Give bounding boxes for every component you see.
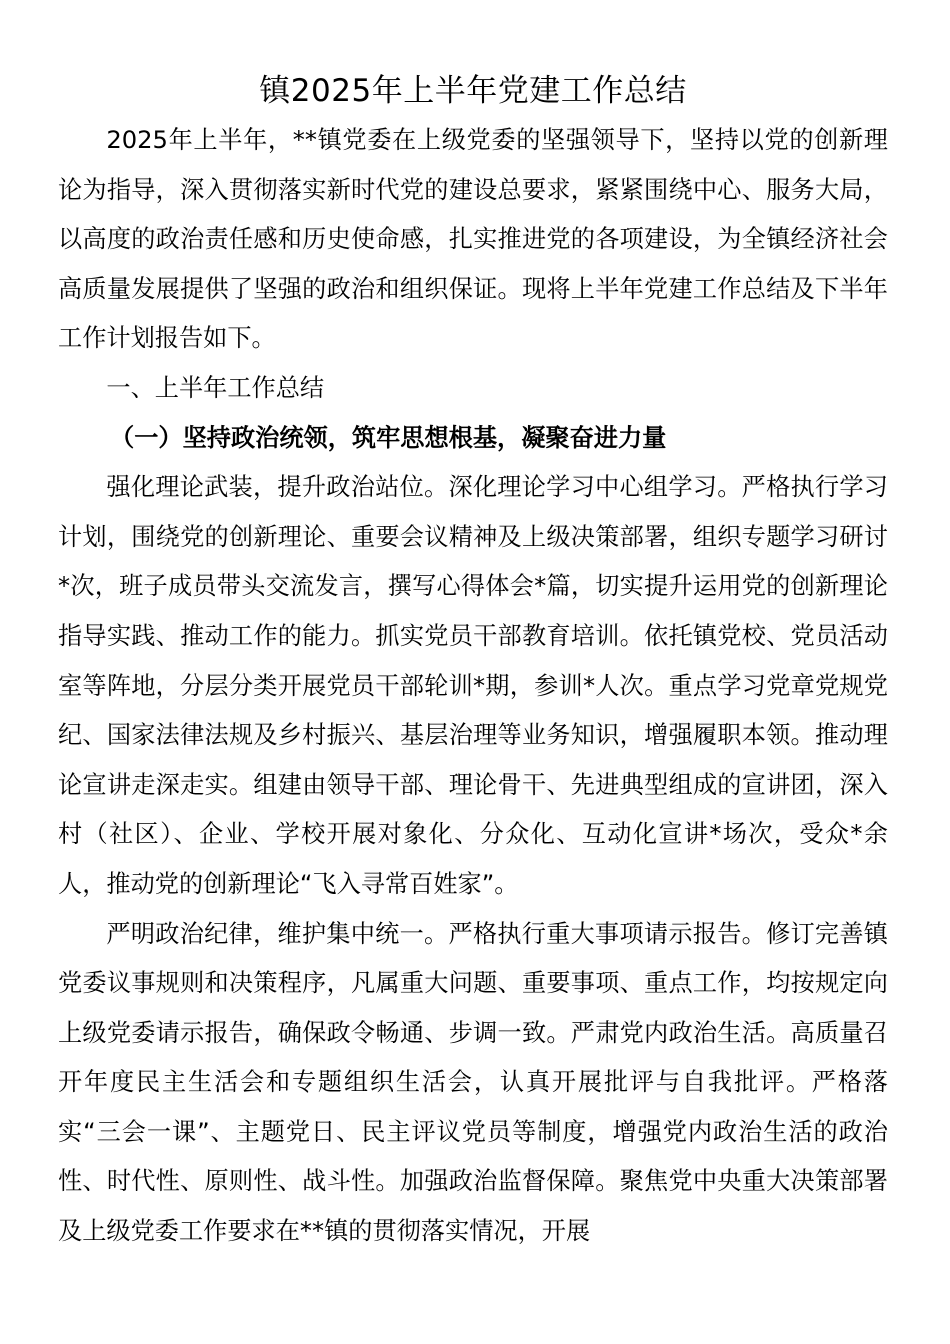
document-title: 镇2025年上半年党建工作总结 [259,73,687,109]
document-page [58,66,888,1257]
section-heading-1: 一、上半年工作总结 [106,373,325,402]
subsection-heading-1: （一）坚持政治统领，筑牢思想根基，凝聚奋进力量 [110,423,667,452]
body-paragraph-2: 严明政治纪律，维护集中统一。严格执行重大事项请示报告。修订完善镇党委议事规则和决策程序，凡属重大问题、重要事项、重点工作，均按规定向上级党委请示报告，确保政令畅通、步调一致。严肃党内政治生活。高质量召开年度民主生活会和专题组织生活会，认真开展批评与自我批评。严格落实“三会一课”、主题党日、民主评议党员等制度，增强党内政治生活的政治性、时代性、原则性、战斗性。加强政治监督保障。聚焦党中央重大决策部署及上级党委工作要求在**镇的贯彻落实情况，开展 [58,919,888,1246]
intro-paragraph: 2025年上半年，**镇党委在上级党委的坚强领导下，坚持以党的创新理论为指导，深入贯彻落实新时代党的建设总要求，紧紧围绕中心、服务大局，以高度的政治责任感和历史使命感，扎实推进党的各项建设，为全镇经济社会高质量发展提供了坚强的政治和组织保证。现将上半年党建工作总结及下半年工作计划报告如下。 [58,126,888,353]
body-paragraph-1: 强化理论武装，提升政治站位。深化理论学习中心组学习。严格执行学习计划，围绕党的创新理论、重要会议精神及上级决策部署，组织专题学习研讨*次，班子成员带头交流发言，撰写心得体会*篇，切实提升运用党的创新理论指导实践、推动工作的能力。抓实党员干部教育培训。依托镇党校、党员活动室等阵地，分层分类开展党员干部轮训*期，参训*人次。重点学习党章党规党纪、国家法律法规及乡村振兴、基层治理等业务知识，增强履职本领。推动理论宣讲走深走实。组建由领导干部、理论骨干、先进典型组成的宣讲团，深入村（社区）、企业、学校开展对象化、分众化、互动化宣讲*场次，受众*余人，推动党的创新理论“飞入寻常百姓家”。 [58,473,888,898]
